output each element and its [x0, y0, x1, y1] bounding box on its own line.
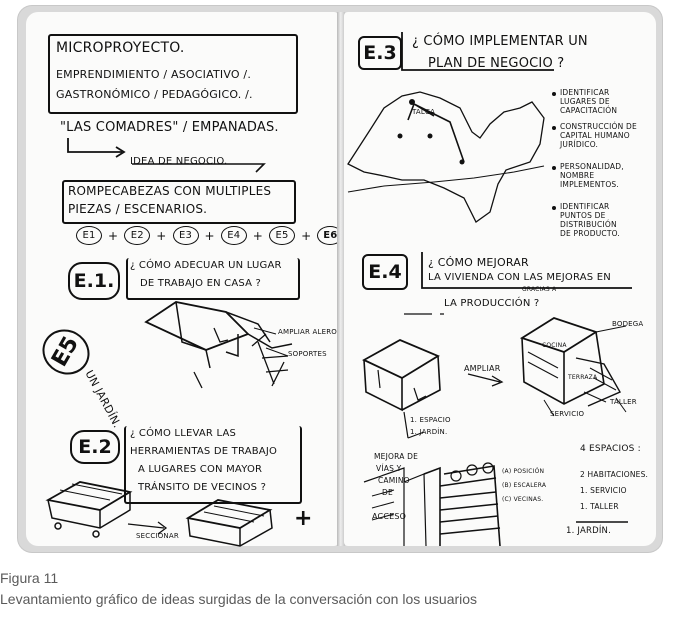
box1-line1: MICROPROYECTO.: [56, 40, 185, 56]
e4-tag: E.4: [362, 254, 408, 290]
servicio-label: SERVICIO: [550, 410, 585, 418]
map-label: TALCA: [412, 108, 436, 116]
e2-question-line4: TRÁNSITO DE VECINOS ?: [138, 482, 267, 493]
left-page: [26, 12, 338, 546]
e1-question-line2: DE TRABAJO EN CASA ?: [140, 278, 262, 289]
e1-tag: E.1.: [68, 262, 120, 300]
espacio-item-2: 1. SERVICIO: [580, 486, 627, 495]
espacio-jardin: 1. JARDÍN.: [566, 526, 612, 536]
cocina-label: COCINA: [542, 342, 567, 349]
soportes-label: SOPORTES: [288, 350, 327, 358]
las-comadres-text: "LAS COMADRES" / EMPANADAS.: [60, 120, 279, 135]
e3-tag: E.3: [358, 36, 402, 70]
escenario-e1: E1: [76, 226, 102, 245]
box1-line2: EMPRENDIMIENTO / ASOCIATIVO /.: [56, 68, 252, 81]
e1-question-line1: ¿ CÓMO ADECUAR UN LUGAR: [130, 260, 282, 271]
e5-tag: E5: [34, 321, 98, 383]
box1-line3: GASTRONÓMICO / PEDAGÓGICO. /.: [56, 88, 253, 101]
escenario-e2: E2: [124, 226, 150, 245]
figure-caption: Levantamiento gráfico de ideas surgidas de la conversación con los usuarios: [0, 591, 478, 607]
taller-label: TALLER: [610, 398, 637, 406]
e4-question-line3: LA PRODUCCIÓN ?: [444, 298, 540, 309]
escenario-e4: E4: [221, 226, 247, 245]
plus-sign: +: [294, 506, 313, 531]
e2-question-line1: ¿ CÓMO LLEVAR LAS: [130, 428, 237, 439]
bodega-label: BODEGA: [612, 320, 644, 328]
escenarios-row: E1 + E2 + E3 + E4 + E5 + E6: [76, 226, 374, 245]
e3-question-line1: ¿ CÓMO IMPLEMENTAR UN: [412, 34, 588, 49]
e2-question-line3: A LUGARES CON MAYOR: [138, 464, 263, 475]
bullet-3: PERSONALIDAD, NOMBRE IMPLEMENTOS.: [560, 162, 624, 189]
bullet-1: IDENTIFICAR LUGARES DE CAPACITACIÓN: [560, 88, 618, 115]
escenario-e3: E3: [173, 226, 199, 245]
legend-b: (B) ESCALERA: [502, 482, 547, 489]
right-page: [344, 12, 656, 546]
e3-question-line2: PLAN DE NEGOCIO ?: [428, 56, 565, 71]
e4-question-line2b: GRACIAS A: [522, 286, 557, 293]
mejora-line5: ACCESO: [372, 512, 407, 521]
ampliar-alero-label: AMPLIAR ALERO: [278, 328, 337, 336]
figure-number: Figura 11: [0, 570, 59, 586]
legend-a: (A) POSICIÓN: [502, 468, 545, 475]
mejora-line4: DE: [382, 488, 393, 497]
jardin-label: 1. JARDÍN.: [410, 428, 448, 436]
e2-question-line2: HERRAMIENTAS DE TRABAJO: [130, 446, 278, 457]
box2-line2: PIEZAS / ESCENARIOS.: [68, 202, 208, 216]
bullet-4: IDENTIFICAR PUNTOS DE DISTRIBUCIÓN DE PRODUCTO.: [560, 202, 621, 238]
escenario-e6: E6: [317, 226, 343, 245]
espacio-item-1: 2 HABITACIONES.: [580, 470, 649, 479]
un-jardin-label: UN JARDÍN.: [82, 368, 124, 431]
idea-negocio-text: IDEA DE NEGOCIO.: [130, 156, 228, 167]
espacio-item-3: 1. TALLER: [580, 502, 619, 511]
mejora-line2: VÍAS Y: [376, 464, 402, 473]
espacios-title: 4 ESPACIOS :: [580, 444, 641, 454]
mejora-line3: CAMINO: [378, 476, 410, 485]
espacio-label: 1. ESPACIO: [410, 416, 451, 424]
seccionar-label: SECCIONAR: [136, 532, 179, 540]
box2-line1: ROMPECABEZAS CON MULTIPLES: [68, 184, 272, 198]
terraza-label: TERRAZA: [568, 374, 598, 381]
legend-c: (C) VECINAS.: [502, 496, 544, 503]
escenario-e5: E5: [269, 226, 295, 245]
notebook-photo: [18, 6, 662, 552]
bullet-2: CONSTRUCCIÓN DE CAPITAL HUMANO JURÍDICO.: [560, 122, 637, 149]
ampliar-label: AMPLIAR: [464, 364, 501, 373]
e2-tag: E.2: [70, 430, 120, 464]
e4-question-line1: ¿ CÓMO MEJORAR: [428, 256, 529, 269]
mejora-line1: MEJORA DE: [374, 452, 419, 461]
e4-question-line2: LA VIVIENDA CON LAS MEJORAS EN: [428, 272, 611, 283]
